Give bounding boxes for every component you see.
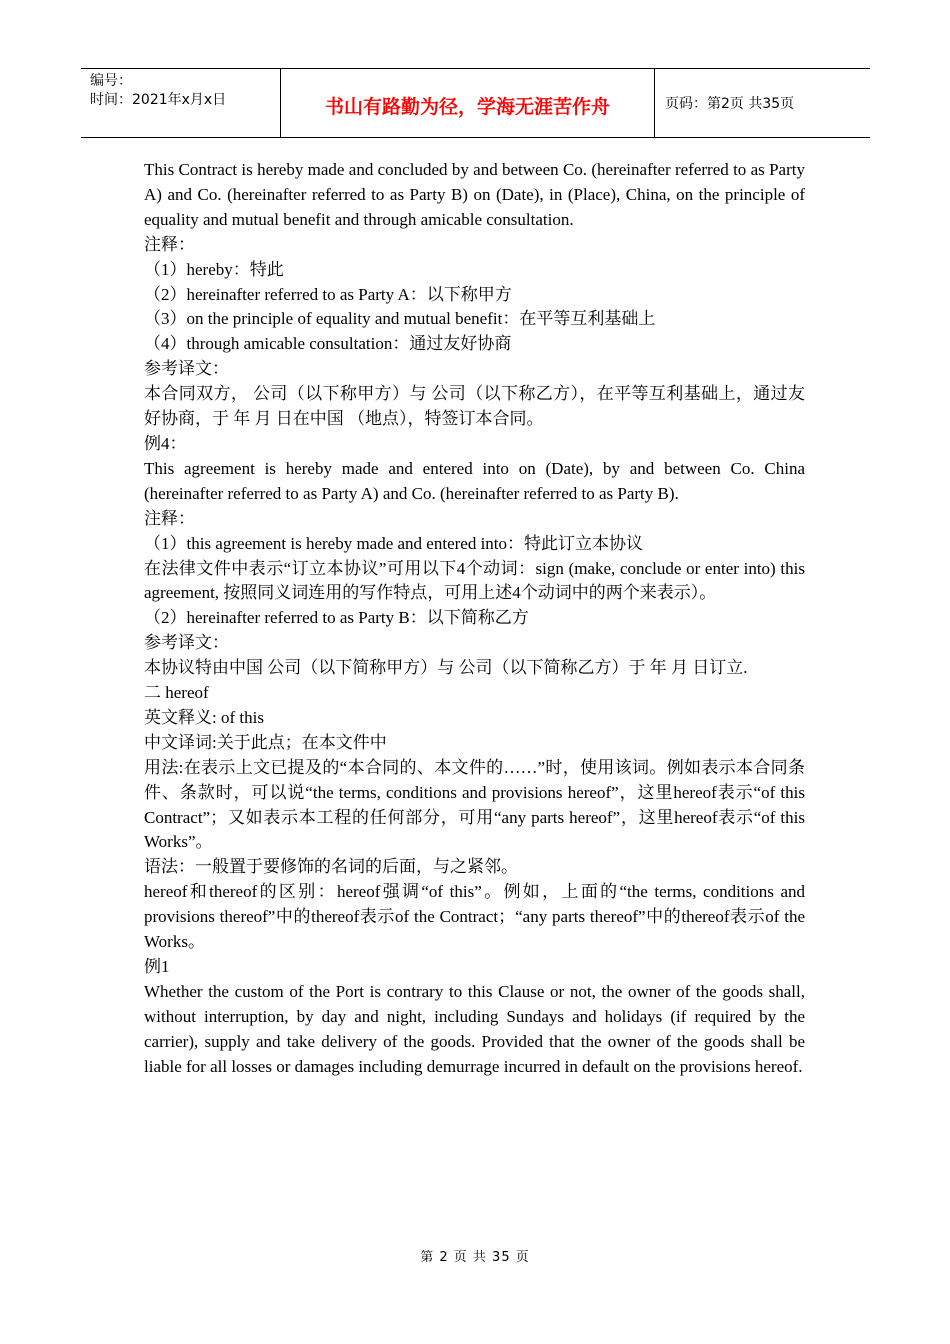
paragraph: This agreement is hereby made and entered into on (Date), by and between Co. China (hereinafter referred to as Party A) and Co. (hereinafter referred to as Party B). — [144, 458, 805, 503]
paragraph: 中文译词:关于此点；在本文件中 — [144, 732, 387, 752]
paragraph: 用法:在表示上文已提及的“本合同的、本文件的……”时，使用该词。例如表示本合同条件、条款时，可以说“the terms, conditions and provisions hereof”，这里hereof表示“of this Contract”；又如表示本工程的任何部分，可用“any parts hereof”，这里hereof表示“of this Works”。 — [144, 757, 805, 852]
page-header — [81, 68, 870, 138]
paragraph: （2）hereinafter referred to as Party A：以下称甲方 — [144, 284, 512, 304]
paragraph: 语法：一般置于要修饰的名词的后面，与之紧邻。 — [144, 857, 518, 877]
paragraph: 注释： — [144, 508, 195, 528]
paragraph: 参考译文： — [144, 633, 229, 653]
paragraph: （2）hereinafter referred to as Party B：以下简称乙方 — [144, 608, 529, 628]
paragraph: （4）through amicable consultation：通过友好协商 — [144, 334, 512, 354]
paragraph: 注释： — [144, 234, 195, 254]
header-motto-cell — [281, 69, 655, 137]
paragraph: （3）on the principle of equality and mutual benefit：在平等互利基础上 — [144, 309, 656, 329]
paragraph: Whether the custom of the Port is contrary to this Clause or not, the owner of the goods shall, without interruption, by day and night, including Sundays and holidays (if required by the carrier), supply and take delivery of the goods. Provided that the owner of the goods shall be liable for all losses or damages including demurrage incurred in default on the provisions hereof. — [144, 981, 805, 1076]
paragraph: hereof和thereof的区别：hereof强调“of this”。例如，上面的“the terms, conditions and provisions thereof”中的thereof表示of the Contract；“any parts thereof”中的thereof表示of the Works。 — [144, 882, 805, 952]
paragraph: 例4： — [144, 433, 187, 453]
paragraph: （1）hereby：特此 — [144, 259, 284, 279]
header-motto: 书山有路勤为径，学海无涯苦作舟 — [324, 95, 610, 118]
paragraph: 英文释义: of this — [144, 707, 264, 727]
paragraph: 参考译文： — [144, 359, 229, 379]
paragraph: This Contract is hereby made and concluded by and between Co. (hereinafter referred to as Party A) and Co. (hereinafter referred to as Party B) on (Date), in (Place), China, on the principle of equality and mutual benefit and through amicable consultation. — [144, 160, 805, 229]
paragraph: 本合同双方， 公司（以下称甲方）与 公司（以下称乙方），在平等互利基础上，通过友好协商，于 年 月 日在中国 （地点），特签订本合同。 — [144, 384, 805, 429]
section-heading: 二 hereof — [144, 683, 209, 703]
header-page-cell — [655, 69, 870, 137]
page-footer: 第 2 页 共 35 页 — [420, 1250, 530, 1265]
header-page-label: 页码：第2页 共35页 — [665, 96, 795, 112]
paragraph: （1）this agreement is hereby made and entered into：特此订立本协议 — [144, 533, 644, 553]
paragraph: 例1 — [144, 957, 170, 976]
header-meta — [81, 69, 281, 137]
paragraph: 本协议特由中国 公司（以下简称甲方）与 公司（以下简称乙方）于 年 月 日订立. — [144, 658, 748, 678]
document-time-label: 时间：2021年x月x日 — [90, 92, 227, 108]
paragraph: 在法律文件中表示“订立本协议”可用以下4个动词：sign (make, conclude or enter into) this agreement, 按照同义词连用的写作特点，可用上述4个动词中的两个来表示）。 — [144, 558, 805, 603]
document-number-label: 编号： — [90, 73, 132, 89]
document-body — [144, 158, 805, 1080]
